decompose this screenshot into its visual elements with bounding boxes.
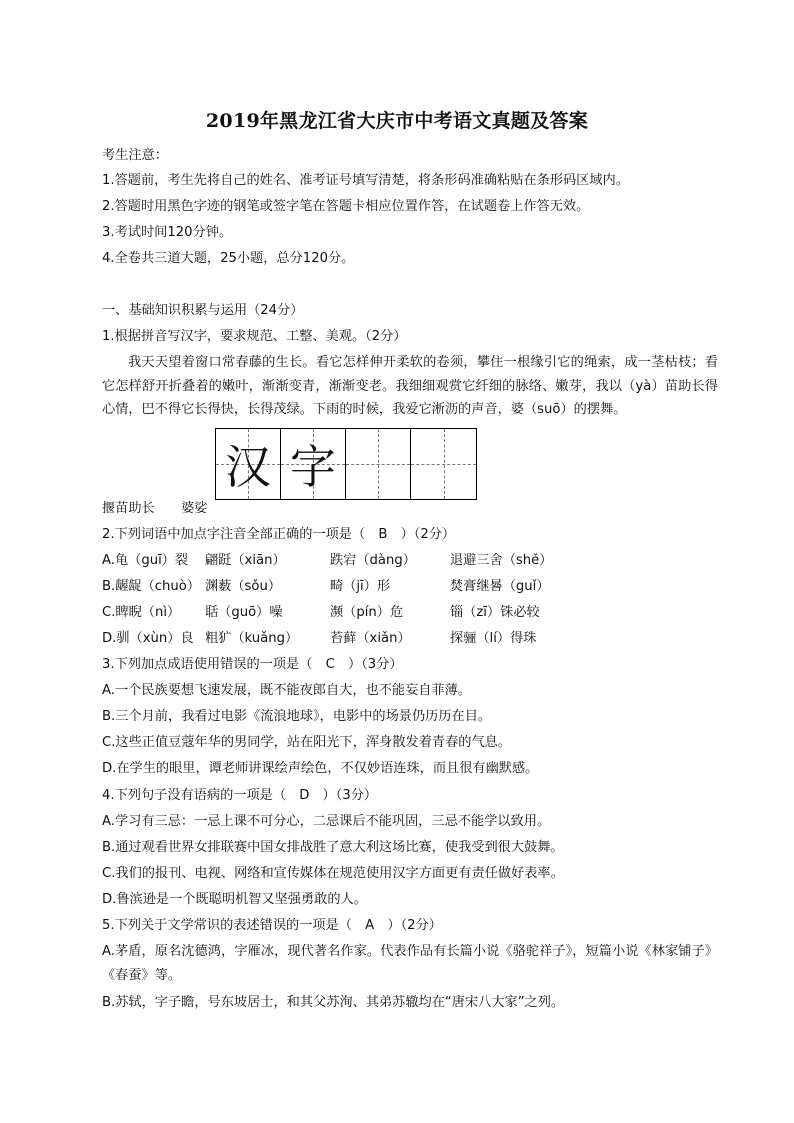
grid-cell (216, 429, 281, 499)
question-stem: 1.根据拼音写汉字，要求规范、工整、美观。（2分） (102, 329, 407, 344)
grid-cell (411, 429, 476, 499)
option-line: D.在学生的眼里，谭老师讲课绘声绘色，不仅妙语连珠，而且很有幽默感。 (102, 761, 539, 776)
option-cell: 畸（jī）形 (330, 579, 391, 594)
grid-char (411, 429, 476, 499)
option-cell: 粗犷（kuǎng） (205, 631, 299, 646)
grid-char: 汉 (225, 440, 271, 494)
writing-grid (215, 428, 477, 500)
option-cell: B.龌龊（chuò） (102, 579, 201, 594)
option-cell: A.龟（guī）裂 (102, 553, 189, 568)
grid-char (346, 429, 410, 499)
option-paragraph: A.茅盾，原名沈德鸿，字雁冰，现代著名作家。代表作品有长篇小说《骆驼祥子》，短篇小说《林家铺子》《春蚕》等。 (102, 944, 718, 983)
option-line: A.学习有三忌：一忌上课不可分心，二忌课后不能巩固，三忌不能学以致用。 (102, 814, 551, 829)
page-title: 2019年黑龙江省大庆市中考语文真题及答案 (205, 110, 589, 132)
option-cell: 探骊（lí）得珠 (450, 631, 537, 646)
option-cell: 翩跹（xiān） (205, 553, 286, 568)
grid-cell (346, 429, 411, 499)
answer-text: 揠苗助长 婆娑 (102, 501, 208, 516)
notice-item: 2.答题时用黑色字迹的钢笔或签字笔在答题卡相应位置作答，在试题卷上作答无效。 (102, 199, 590, 214)
option-line: B.三个月前，我看过电影《流浪地球》，电影中的场景仍历历在目。 (102, 709, 492, 724)
option-cell: 濒（pín）危 (330, 605, 404, 620)
option-cell: 焚膏继晷（guǐ） (450, 579, 550, 594)
notice-item: 1.答题前，考生先将自己的姓名、准考证号填写清楚，将条形码准确粘贴在条形码区域内。 (102, 173, 629, 188)
option-line: A.一个民族要想飞速发展，既不能夜郎自大，也不能妄自菲薄。 (102, 683, 472, 698)
option-cell: 跌宕（dàng） (330, 553, 416, 568)
question-passage: 我天天望着窗口常春藤的生长。看它怎样伸开柔软的卷须，攀住一根缘引它的绳索，成一茎枯枝；看它怎样舒开折叠着的嫩叶，渐渐变青，渐渐变老。我细细观赏它纤细的脉络、嫩芽，我以（yà）苗助长得心情，巴不得它长得快，长得茂绿。下雨的时候，我爱它淅沥的声音，婆（suō）的摆舞。 (102, 355, 718, 417)
option-line: C.我们的报刊、电视、网络和宣传媒体在规范使用汉字方面更有责任做好表率。 (102, 866, 564, 881)
notice-heading: 考生注意： (102, 148, 168, 163)
option-line: D.鲁滨逊是一个既聪明机智又坚强勇敢的人。 (102, 892, 367, 907)
section-heading: 一、基础知识积累与运用（24分） (102, 303, 304, 318)
option-cell: 锱（zī）铢必较 (450, 605, 540, 620)
question-stem: 2.下列词语中加点字注音全部正确的一项是（ B ）（2分） (102, 527, 456, 542)
option-line: C.这些正值豆蔻年华的男同学，站在阳光下，浑身散发着青春的气息。 (102, 735, 512, 750)
option-cell: D.驯（xùn）良 (102, 631, 194, 646)
question-stem: 5.下列关于文学常识的表述错误的一项是（ A ）（2分） (102, 918, 442, 933)
option-cell: 苔藓（xiǎn） (330, 631, 411, 646)
question-stem: 4.下列句子没有语病的一项是（ D ）（3分） (102, 788, 378, 803)
notice-item: 3.考试时间120分钟。 (102, 225, 233, 240)
option-cell: 聒（guō）噪 (205, 605, 283, 620)
option-line: B.苏轼，字子瞻，号东坡居士，和其父苏洵、其弟苏辙均在“唐宋八大家”之列。 (102, 995, 565, 1010)
question-stem: 3.下列加点成语使用错误的一项是（ C ）（3分） (102, 657, 403, 672)
grid-char: 字 (290, 440, 336, 494)
option-line: B.通过观看世界女排联赛中国女排战胜了意大利这场比赛，使我受到很大鼓舞。 (102, 840, 564, 855)
option-cell: 退避三舍（shě） (450, 553, 553, 568)
grid-cell (281, 429, 346, 499)
option-cell: 渊薮（sǒu） (205, 579, 282, 594)
option-cell: C.睥睨（nì） (102, 605, 181, 620)
notice-item: 4.全卷共三道大题，25小题，总分120分。 (102, 251, 355, 266)
